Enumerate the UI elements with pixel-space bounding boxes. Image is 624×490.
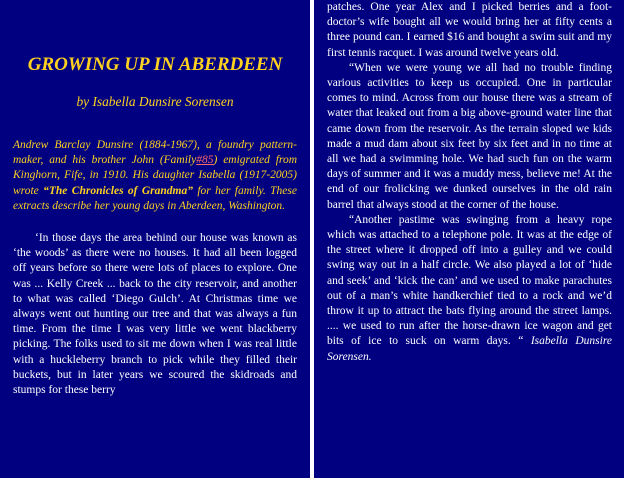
family-link[interactable]: #85	[196, 154, 214, 167]
intro-text-2: ) emigrated from Kinghorn, Fife, in 1910. His daughter Isabella (1917-2005) wrote	[13, 154, 297, 197]
right-column	[314, 0, 624, 478]
paragraph-3-text: “Another pastime was swinging from a heavy rope which was attached to a telephone pole. It was at the edge of the street where it dropped off into a gulley and we could swing way out in a half circle. We also played a lot of ‘hide and seek’ and ‘kick the can’ and we used to make parachutes out of a man’s white handkerchief tied to a rock and we’d throw it up to attract the bats flying around the street lamps. .... we used to run after the horse-drawn ice wagon and get bits of ice to suck on warm days. “	[327, 213, 612, 348]
article-byline: by Isabella Dunsire Sorensen	[76, 94, 234, 109]
article-intro	[13, 138, 297, 214]
paragraph-3	[327, 213, 612, 365]
left-column	[0, 0, 310, 478]
book-title: “The Chronicles of Grandma”	[43, 184, 193, 197]
article-title: GROWING UP IN ABERDEEN	[27, 54, 283, 75]
intro-text-1: Andrew Barclay Dunsire (1884-1967), a foundry pattern-maker, and his brother John (Family	[13, 139, 297, 167]
author-signature: Isabella Dunsire Sorensen.	[327, 335, 612, 363]
paragraph-2: “When we were young we all had no trouble finding various activities to keep us occupied. One in particular comes to mind. Across from our house there was a stream of water that leaked out from a big above-ground water line that came down from the reservoir. As the terrain sloped we kids made a mud dam about six feet by six feet and in no time at all we had a swimming hole. We had such fun on the warm days of summer and it was a muddy mess, believe me! At the end of our frolicking we dunked ourselves in the old rain barrel that always stood at the corner of the house.	[327, 61, 612, 211]
intro-text-3: for her family. These extracts describe her young days in Aberdeen, Washington.	[13, 184, 297, 212]
paragraph-1: ‘In those days the area behind our house was known as ‘the woods’ as there were no houses. It had all been logged off years before so there were lots of places to explore. One was ... Kelly Creek ... back to the city reservoir, and another to what was called ‘Diego Gulch’. At Christmas time we always went out hunting our tree and that was always a fun time. From the time I was very little we went blackberry picking. The folks used to sit me down when I was real little with a huckleberry branch to pick while they filled their buckets, but in later years we scoured the skidroads and stumps for these berry	[13, 232, 297, 397]
paragraph-1-continued: patches. One year Alex and I picked berries and a foot-doctor’s wife bought all we would bring her at fifty cents a three pound can. I earned $16 and bought a swim suit and my first tennis racquet. I was around twelve years old.	[327, 1, 612, 59]
